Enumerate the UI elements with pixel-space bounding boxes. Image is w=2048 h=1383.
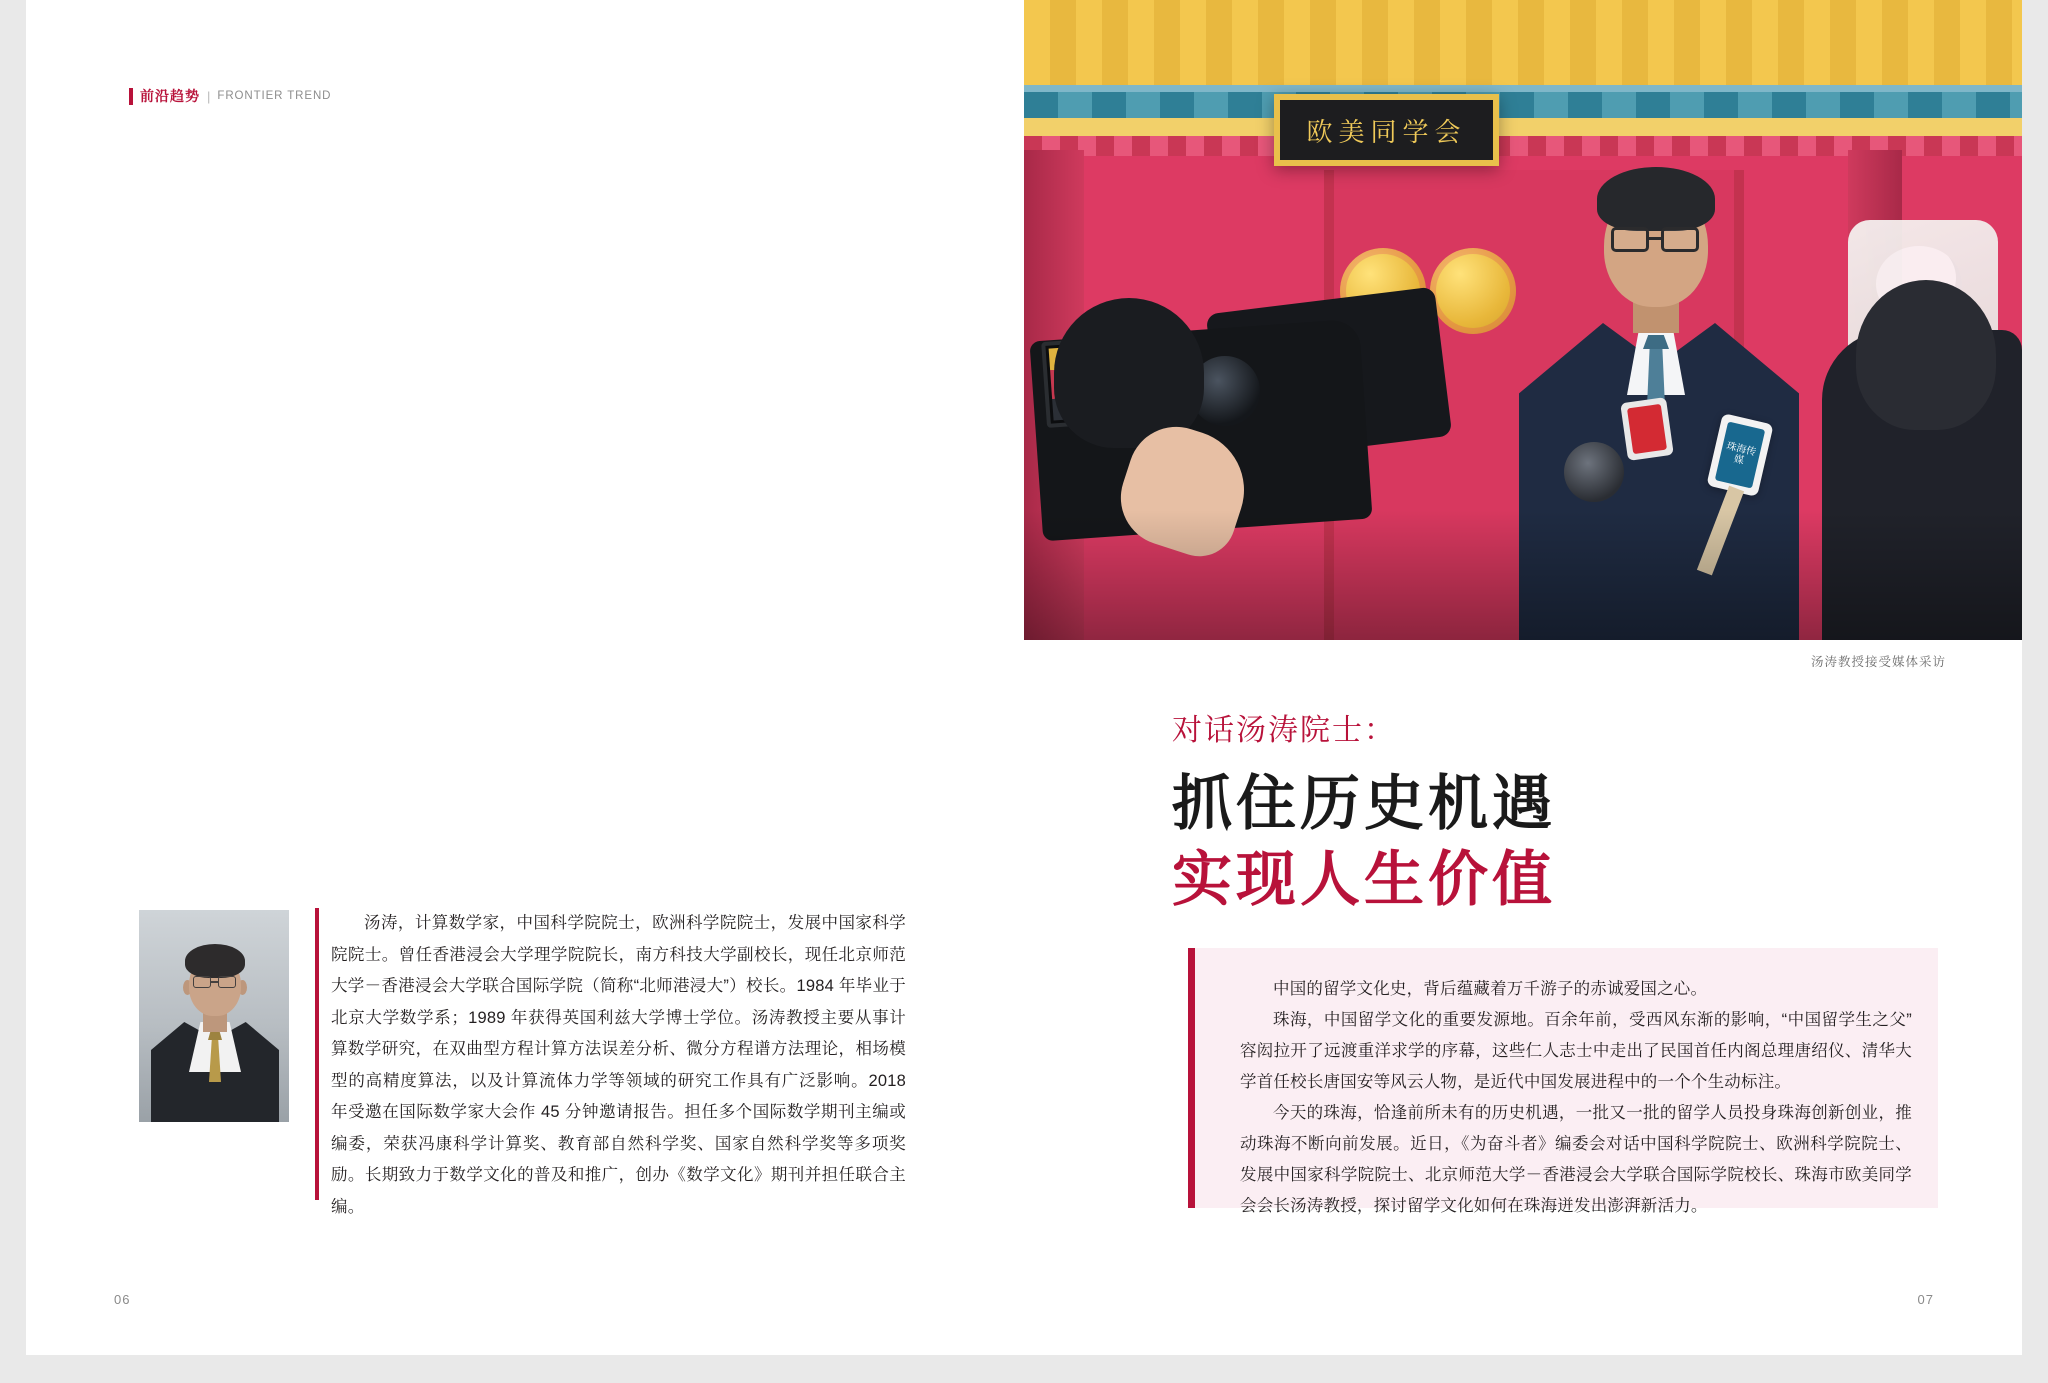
page-number-right: 07	[1917, 1292, 1934, 1307]
interviewee-hair	[1597, 167, 1715, 231]
left-page	[26, 0, 1024, 1355]
lede-text-container	[1240, 974, 1912, 1222]
lede-block	[1188, 948, 1938, 1215]
photo-microphone-foreground	[1564, 442, 1624, 502]
portrait-glasses-right-icon	[218, 976, 236, 988]
headline-block	[1172, 712, 1932, 918]
photo-door-boss-right-icon	[1430, 248, 1516, 334]
portrait-hair	[185, 944, 245, 978]
photo-microphone-red-flag-face	[1627, 404, 1667, 454]
biography-block	[331, 908, 906, 1223]
kicker-separator: |	[207, 88, 211, 104]
photo-journalist-right-head	[1856, 280, 1996, 430]
photo-plaque	[1274, 94, 1499, 166]
portrait-glasses-bridge-icon	[211, 981, 218, 983]
lede-paragraph-3: 今天的珠海，恰逢前所未有的历史机遇，一批又一批的留学人员投身珠海创新创业，推动珠海不断向前发展。近日，《为奋斗者》编委会对话中国科学院院士、欧洲科学院院士、发展中国家科学院院士、北京师范大学－香港浸会大学联合国际学院校长、珠海市欧美同学会会长汤涛教授，探讨留学文化如何在珠海迸发出澎湃新活力。	[1240, 1104, 1912, 1215]
interviewee-glasses-left-icon	[1611, 227, 1649, 252]
portrait-photo	[139, 910, 289, 1122]
photo-eave-upper	[1024, 0, 2022, 92]
photo-microphone-blue-flag-face: 珠海传媒	[1715, 421, 1766, 488]
magazine-spread	[26, 0, 2022, 1355]
biography-paragraph: 汤涛，计算数学家，中国科学院院士，欧洲科学院院士，发展中国家科学院院士。曾任香港浸会大学理学院院长，南方科技大学副校长，现任北京师范大学－香港浸会大学联合国际学院（简称“北师港浸大”）校长。1984 年毕业于北京大学数学系；1989 年获得英国利兹大学博士学位。汤涛教授主要从事计算数学研究，在双曲型方程计算方法误差分析、微分方程谱方法理论，相场模型的高精度算法，以及计算流体力学等领域的研究工作具有广泛影响。2018 年受邀在国际数学家大会作 45 分钟邀请报告。担任多个国际数学期刊主编或编委，荣获冯康科学计算奖、教育部自然科学奖、国家自然科学奖等多项奖励。长期致力于数学文化的普及和推广，创办《数学文化》期刊并担任联合主编。	[331, 914, 906, 1216]
photo-plaque-text: 欧美同学会	[1306, 117, 1467, 148]
section-kicker	[129, 86, 331, 106]
interview-photo	[1024, 0, 2022, 640]
photo-bottom-gradient	[1024, 510, 2022, 640]
photo-eave-lower	[1024, 118, 2022, 136]
portrait-glasses-left-icon	[193, 976, 211, 988]
kicker-label-en: FRONTIER TREND	[217, 89, 332, 102]
headline-line-2: 实现人生价值	[1172, 846, 1556, 913]
biography-accent-rule	[315, 908, 319, 1200]
lede-accent-bar	[1188, 948, 1195, 1208]
kicker-bar-icon	[129, 88, 133, 105]
photo-caption: 汤涛教授接受媒体采访	[1810, 654, 1946, 669]
interviewee-glasses-bridge-icon	[1649, 237, 1661, 240]
lede-paragraph-1: 中国的留学文化史，背后蕴藏着万千游子的赤诚爱国之心。	[1273, 980, 1708, 998]
headline-line-1: 抓住历史机遇	[1172, 770, 1556, 837]
photo-journalist-left	[1054, 298, 1204, 448]
lede-paragraph-2: 珠海，中国留学文化的重要发源地。百余年前，受西风东渐的影响，“中国留学生之父”容闳拉开了远渡重洋求学的序幕，这些仁人志士中走出了民国首任内阁总理唐绍仪、清华大学首任校长唐国安等风云人物，是近代中国发展进程中的一个个生动标注。	[1240, 1011, 1912, 1091]
kicker-label-cn: 前沿趋势	[140, 87, 200, 104]
photo-microphone-red-flag	[1620, 397, 1674, 461]
interviewee-glasses-right-icon	[1661, 227, 1699, 252]
headline-eyebrow: 对话汤涛院士：	[1172, 714, 1396, 747]
page-number-left: 06	[114, 1292, 131, 1307]
photo-eave-middle	[1024, 92, 2022, 118]
